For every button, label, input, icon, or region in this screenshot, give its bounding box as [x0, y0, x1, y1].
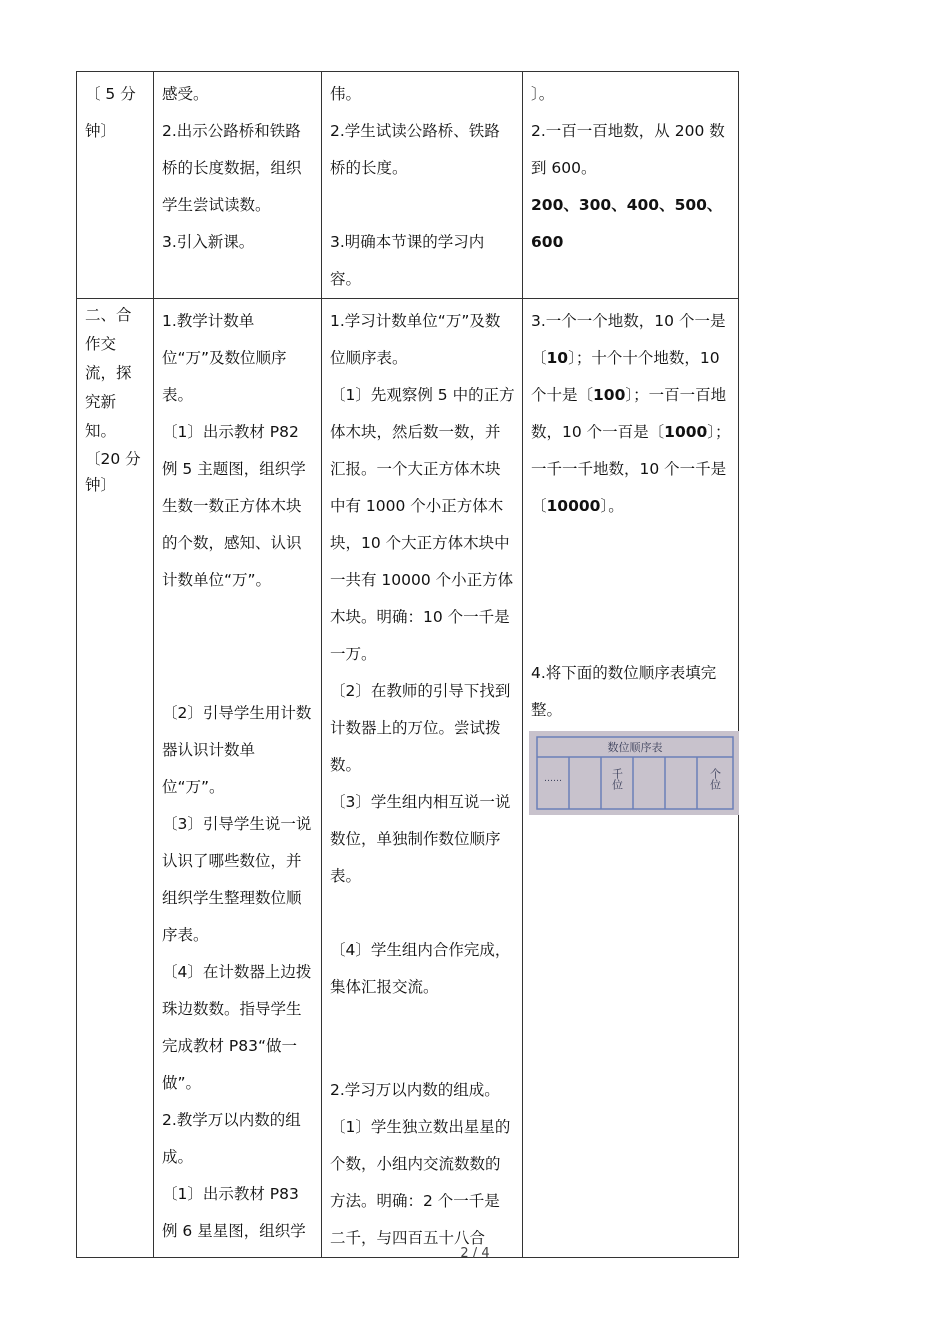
- student-text: 3.明确本节课的学习内容。: [330, 233, 485, 288]
- place-table-title: 数位顺序表: [607, 741, 663, 754]
- place-table-dots: ……: [544, 774, 562, 784]
- teacher-text: 〔1〕出示教材 P83 例 6 星星图，组织学: [162, 1185, 306, 1240]
- q3-text: 〕；一千一千地数，10 个一千是: [531, 423, 731, 478]
- q3-answer: 100: [593, 386, 626, 404]
- phase-cell: [77, 72, 154, 299]
- teacher-text: 〔1〕出示教材 P82 例 5 主题图，组织学生数一数正方体木块的个数，感知、认识计数单位“万”。: [162, 423, 306, 589]
- place-table-thousands: 千位: [610, 768, 624, 790]
- practice-text: 2.一百一百地数，从 200 数到 600。: [531, 122, 725, 177]
- teacher-text: 〔3〕引导学生说一说认识了哪些数位，并组织学生整理数位顺序表。: [162, 815, 312, 944]
- lesson-plan-table: [76, 71, 739, 1258]
- q3-text: 〕。: [600, 497, 624, 515]
- q3-text: 〔: [531, 497, 547, 515]
- phase-time: 〔 5 分钟〕: [85, 85, 136, 140]
- student-text: 〔3〕学生组内相互说一说数位，单独制作数位顺序表。: [330, 793, 511, 885]
- student-text: 2.学习万以内数的组成。: [330, 1081, 500, 1099]
- q3-answer: 10000: [546, 497, 601, 515]
- teacher-text: 3.引入新课。: [162, 233, 255, 251]
- place-value-table-image: [529, 731, 739, 815]
- table-row: [77, 72, 739, 299]
- student-text: 2.学生试读公路桥、铁路桥的长度。: [330, 122, 500, 177]
- practice-answer: 200、300、400、500、600: [531, 196, 723, 251]
- q3-answer: 10: [546, 349, 569, 367]
- phase-time: 〔20 分钟〕: [85, 450, 141, 494]
- teacher-cell: [154, 72, 322, 299]
- teacher-text: 〔2〕引导学生用计数器认识计数单位“万”。: [162, 704, 312, 796]
- q3-text: 〕；一百一百地数，10 个一百是〔: [531, 386, 727, 441]
- place-table-ones: 个位: [708, 768, 722, 790]
- teacher-text: 2.教学万以内数的组成。: [162, 1111, 301, 1166]
- teacher-text: 感受。: [162, 85, 209, 103]
- phase-title: 二、合作交流，探究新知。: [85, 306, 132, 440]
- student-text: 1.学习计数单位“万”及数位顺序表。: [330, 312, 501, 367]
- page-number: 2 / 4: [460, 1246, 490, 1261]
- student-cell: [322, 72, 523, 299]
- table-row: [77, 299, 739, 1258]
- student-cell: [322, 299, 523, 1258]
- student-text: 〔1〕先观察例 5 中的正方体木块，然后数一数，并汇报。一个大正方体木块中有 1000 个小正方体木块，10 个大正方体木块中一共有 10000 个小正方体木块。明确：10 个一千是一万。: [330, 386, 515, 663]
- teacher-cell: [154, 299, 322, 1258]
- teacher-text: 2.出示公路桥和铁路桥的长度数据，组织学生尝试读数。: [162, 122, 302, 214]
- q3-answer: 1000: [664, 423, 708, 441]
- phase-cell: [77, 299, 154, 1258]
- student-text: 〔1〕学生独立数出星星的个数，小组内交流数数的方法。明确：2 个一千是二千，与四百五十八合: [330, 1118, 511, 1247]
- practice-cell: [523, 299, 739, 1258]
- teacher-text: 1.教学计数单位“万”及数位顺序表。: [162, 312, 287, 404]
- practice-q4: 4.将下面的数位顺序表填完整。: [531, 664, 717, 719]
- student-text: 〔2〕在教师的引导下找到计数器上的万位。尝试拨数。: [330, 682, 511, 774]
- student-text: 〔4〕学生组内合作完成，集体汇报交流。: [330, 941, 511, 996]
- student-text: 伟。: [330, 85, 362, 103]
- practice-text: 〕。: [531, 85, 555, 103]
- practice-cell: [523, 72, 739, 299]
- q3-text: 3.一个一个地数，10 个一是〔: [531, 312, 726, 367]
- practice-q3: [531, 303, 731, 525]
- teacher-text: 〔4〕在计数器上边拨珠边数数。指导学生完成教材 P83“做一做”。: [162, 963, 312, 1092]
- q3-text: 〕；十个十个地数，10 个十是〔: [531, 349, 720, 404]
